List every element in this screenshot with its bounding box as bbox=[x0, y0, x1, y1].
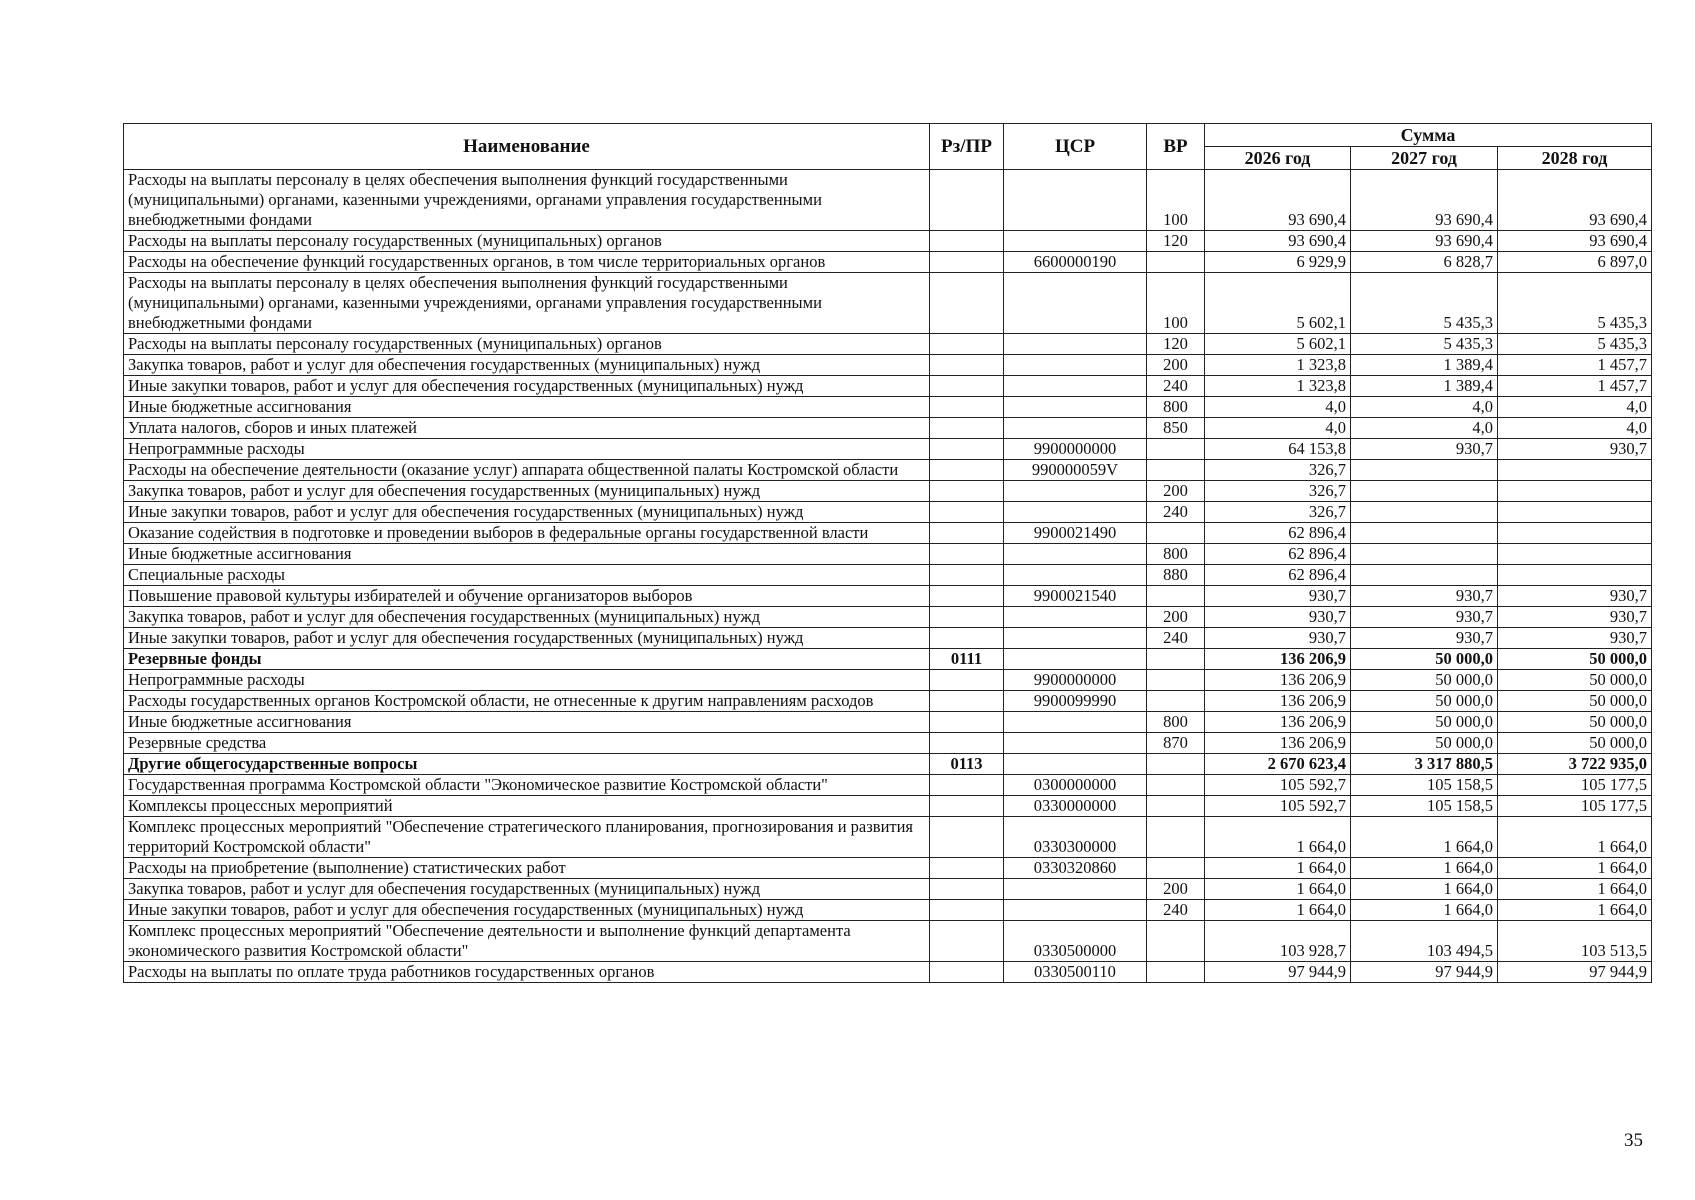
table-row bbox=[124, 775, 1652, 796]
cell-vr bbox=[1147, 817, 1205, 858]
budget-table bbox=[123, 123, 1652, 983]
cell-vr bbox=[1147, 921, 1205, 962]
cell-2028: 930,7 bbox=[1498, 586, 1652, 607]
cell-2028: 1 664,0 bbox=[1498, 817, 1652, 858]
cell-2026: 105 592,7 bbox=[1205, 775, 1351, 796]
cell-2028: 50 000,0 bbox=[1498, 691, 1652, 712]
cell-rzpr bbox=[930, 962, 1004, 983]
cell-name: Иные закупки товаров, работ и услуг для обеспечения государственных (муниципальных) нужд bbox=[124, 628, 930, 649]
cell-csr: 6600000190 bbox=[1004, 252, 1147, 273]
cell-rzpr bbox=[930, 544, 1004, 565]
cell-csr bbox=[1004, 649, 1147, 670]
cell-vr bbox=[1147, 691, 1205, 712]
cell-2026: 1 664,0 bbox=[1205, 817, 1351, 858]
cell-rzpr bbox=[930, 628, 1004, 649]
cell-2028 bbox=[1498, 481, 1652, 502]
cell-2027: 930,7 bbox=[1351, 439, 1498, 460]
cell-vr bbox=[1147, 858, 1205, 879]
cell-2028 bbox=[1498, 502, 1652, 523]
cell-2026: 136 206,9 bbox=[1205, 691, 1351, 712]
cell-2027: 93 690,4 bbox=[1351, 170, 1498, 231]
cell-2028: 93 690,4 bbox=[1498, 170, 1652, 231]
cell-vr: 120 bbox=[1147, 231, 1205, 252]
cell-vr bbox=[1147, 962, 1205, 983]
cell-name: Закупка товаров, работ и услуг для обеспечения государственных (муниципальных) нужд bbox=[124, 481, 930, 502]
cell-rzpr: 0113 bbox=[930, 754, 1004, 775]
cell-vr: 800 bbox=[1147, 397, 1205, 418]
header-rzpr: Рз/ПР bbox=[930, 124, 1004, 170]
cell-name: Расходы на обеспечение деятельности (оказание услуг) аппарата общественной палаты Костромской области bbox=[124, 460, 930, 481]
cell-csr bbox=[1004, 628, 1147, 649]
cell-2026: 103 928,7 bbox=[1205, 921, 1351, 962]
table-row bbox=[124, 754, 1652, 775]
cell-name: Иные закупки товаров, работ и услуг для обеспечения государственных (муниципальных) нужд bbox=[124, 502, 930, 523]
cell-2026: 4,0 bbox=[1205, 418, 1351, 439]
cell-name: Расходы на выплаты персоналу в целях обеспечения выполнения функций государственными (муниципальными) органами, казенными учреждениями, органами управления государственными внебюджетными фондами bbox=[124, 273, 930, 334]
cell-2028: 5 435,3 bbox=[1498, 273, 1652, 334]
cell-csr: 9900021490 bbox=[1004, 523, 1147, 544]
cell-2026: 1 664,0 bbox=[1205, 858, 1351, 879]
cell-vr bbox=[1147, 439, 1205, 460]
cell-vr bbox=[1147, 523, 1205, 544]
cell-2026: 930,7 bbox=[1205, 586, 1351, 607]
cell-rzpr bbox=[930, 775, 1004, 796]
cell-csr: 0330500110 bbox=[1004, 962, 1147, 983]
cell-csr bbox=[1004, 733, 1147, 754]
cell-2028 bbox=[1498, 460, 1652, 481]
cell-2027: 3 317 880,5 bbox=[1351, 754, 1498, 775]
cell-2026: 136 206,9 bbox=[1205, 733, 1351, 754]
cell-name: Комплексы процессных мероприятий bbox=[124, 796, 930, 817]
cell-name: Иные закупки товаров, работ и услуг для обеспечения государственных (муниципальных) нужд bbox=[124, 900, 930, 921]
cell-csr bbox=[1004, 481, 1147, 502]
cell-vr bbox=[1147, 775, 1205, 796]
table-row bbox=[124, 502, 1652, 523]
table-row bbox=[124, 796, 1652, 817]
cell-rzpr bbox=[930, 273, 1004, 334]
cell-2026: 1 323,8 bbox=[1205, 355, 1351, 376]
cell-vr: 850 bbox=[1147, 418, 1205, 439]
cell-2028 bbox=[1498, 544, 1652, 565]
cell-2028: 50 000,0 bbox=[1498, 649, 1652, 670]
cell-name: Уплата налогов, сборов и иных платежей bbox=[124, 418, 930, 439]
cell-2027: 1 664,0 bbox=[1351, 879, 1498, 900]
cell-2028: 1 664,0 bbox=[1498, 900, 1652, 921]
cell-rzpr bbox=[930, 481, 1004, 502]
cell-rzpr bbox=[930, 921, 1004, 962]
table-row bbox=[124, 376, 1652, 397]
cell-2026: 930,7 bbox=[1205, 607, 1351, 628]
cell-csr: 0330500000 bbox=[1004, 921, 1147, 962]
table-row bbox=[124, 397, 1652, 418]
cell-csr bbox=[1004, 754, 1147, 775]
cell-csr bbox=[1004, 607, 1147, 628]
table-row bbox=[124, 481, 1652, 502]
cell-vr: 240 bbox=[1147, 502, 1205, 523]
cell-csr: 0330000000 bbox=[1004, 796, 1147, 817]
cell-rzpr bbox=[930, 733, 1004, 754]
cell-2028: 50 000,0 bbox=[1498, 712, 1652, 733]
table-row bbox=[124, 252, 1652, 273]
table-row bbox=[124, 170, 1652, 231]
cell-vr bbox=[1147, 796, 1205, 817]
cell-2027: 50 000,0 bbox=[1351, 670, 1498, 691]
cell-2027: 50 000,0 bbox=[1351, 733, 1498, 754]
cell-name: Резервные средства bbox=[124, 733, 930, 754]
cell-2028: 97 944,9 bbox=[1498, 962, 1652, 983]
header-vr: ВР bbox=[1147, 124, 1205, 170]
cell-vr bbox=[1147, 670, 1205, 691]
cell-2028: 103 513,5 bbox=[1498, 921, 1652, 962]
cell-rzpr bbox=[930, 900, 1004, 921]
cell-rzpr bbox=[930, 439, 1004, 460]
cell-2028: 6 897,0 bbox=[1498, 252, 1652, 273]
cell-name: Комплекс процессных мероприятий "Обеспечение стратегического планирования, прогнозирования и развития территорий Костромской области" bbox=[124, 817, 930, 858]
table-row bbox=[124, 858, 1652, 879]
table-row bbox=[124, 962, 1652, 983]
cell-name: Расходы на выплаты персоналу в целях обеспечения выполнения функций государственными (муниципальными) органами, казенными учреждениями, органами управления государственными внебюджетными фондами bbox=[124, 170, 930, 231]
cell-vr: 800 bbox=[1147, 544, 1205, 565]
cell-2026: 64 153,8 bbox=[1205, 439, 1351, 460]
header-csr: ЦСР bbox=[1004, 124, 1147, 170]
cell-name: Закупка товаров, работ и услуг для обеспечения государственных (муниципальных) нужд bbox=[124, 879, 930, 900]
cell-2026: 1 323,8 bbox=[1205, 376, 1351, 397]
cell-name: Оказание содействия в подготовке и проведении выборов в федеральные органы государственной власти bbox=[124, 523, 930, 544]
cell-rzpr bbox=[930, 712, 1004, 733]
cell-csr bbox=[1004, 900, 1147, 921]
cell-2027: 1 389,4 bbox=[1351, 376, 1498, 397]
table-row bbox=[124, 439, 1652, 460]
header-name: Наименование bbox=[124, 124, 930, 170]
cell-2028: 93 690,4 bbox=[1498, 231, 1652, 252]
cell-rzpr bbox=[930, 858, 1004, 879]
cell-name: Расходы на обеспечение функций государственных органов, в том числе территориальных органов bbox=[124, 252, 930, 273]
cell-name: Иные бюджетные ассигнования bbox=[124, 712, 930, 733]
cell-csr bbox=[1004, 712, 1147, 733]
cell-rzpr bbox=[930, 691, 1004, 712]
cell-2028: 1 664,0 bbox=[1498, 858, 1652, 879]
cell-vr: 880 bbox=[1147, 565, 1205, 586]
cell-rzpr bbox=[930, 586, 1004, 607]
cell-2028 bbox=[1498, 523, 1652, 544]
cell-2026: 62 896,4 bbox=[1205, 565, 1351, 586]
cell-2027: 105 158,5 bbox=[1351, 775, 1498, 796]
table-row bbox=[124, 670, 1652, 691]
cell-name: Расходы на приобретение (выполнение) статистических работ bbox=[124, 858, 930, 879]
cell-vr: 240 bbox=[1147, 900, 1205, 921]
table-row bbox=[124, 879, 1652, 900]
cell-2026: 326,7 bbox=[1205, 481, 1351, 502]
cell-2027: 103 494,5 bbox=[1351, 921, 1498, 962]
cell-rzpr bbox=[930, 670, 1004, 691]
cell-name: Другие общегосударственные вопросы bbox=[124, 754, 930, 775]
cell-2027: 50 000,0 bbox=[1351, 712, 1498, 733]
cell-2027: 1 389,4 bbox=[1351, 355, 1498, 376]
cell-rzpr bbox=[930, 565, 1004, 586]
cell-vr: 200 bbox=[1147, 481, 1205, 502]
cell-vr: 200 bbox=[1147, 355, 1205, 376]
cell-2027 bbox=[1351, 481, 1498, 502]
cell-2027: 93 690,4 bbox=[1351, 231, 1498, 252]
cell-2026: 5 602,1 bbox=[1205, 273, 1351, 334]
table-body bbox=[124, 170, 1652, 983]
cell-2027: 1 664,0 bbox=[1351, 817, 1498, 858]
table-row bbox=[124, 334, 1652, 355]
cell-2026: 62 896,4 bbox=[1205, 523, 1351, 544]
cell-vr: 240 bbox=[1147, 376, 1205, 397]
cell-vr: 120 bbox=[1147, 334, 1205, 355]
cell-2028: 105 177,5 bbox=[1498, 775, 1652, 796]
table-row bbox=[124, 628, 1652, 649]
cell-2027: 1 664,0 bbox=[1351, 900, 1498, 921]
cell-csr bbox=[1004, 334, 1147, 355]
cell-2027: 5 435,3 bbox=[1351, 273, 1498, 334]
cell-rzpr bbox=[930, 817, 1004, 858]
cell-2026: 105 592,7 bbox=[1205, 796, 1351, 817]
cell-csr: 0300000000 bbox=[1004, 775, 1147, 796]
cell-csr: 0330320860 bbox=[1004, 858, 1147, 879]
cell-2027: 4,0 bbox=[1351, 418, 1498, 439]
cell-2027 bbox=[1351, 523, 1498, 544]
cell-rzpr bbox=[930, 355, 1004, 376]
cell-2028: 930,7 bbox=[1498, 607, 1652, 628]
cell-2028: 930,7 bbox=[1498, 628, 1652, 649]
cell-csr bbox=[1004, 376, 1147, 397]
header-year-2028: 2028 год bbox=[1498, 147, 1652, 170]
cell-name: Иные бюджетные ассигнования bbox=[124, 397, 930, 418]
cell-2028: 1 457,7 bbox=[1498, 376, 1652, 397]
cell-2026: 136 206,9 bbox=[1205, 670, 1351, 691]
cell-2026: 62 896,4 bbox=[1205, 544, 1351, 565]
cell-rzpr bbox=[930, 376, 1004, 397]
cell-rzpr bbox=[930, 231, 1004, 252]
cell-name: Расходы на выплаты персоналу государственных (муниципальных) органов bbox=[124, 334, 930, 355]
table-row bbox=[124, 544, 1652, 565]
cell-csr: 990000059V bbox=[1004, 460, 1147, 481]
cell-csr bbox=[1004, 565, 1147, 586]
cell-2028: 1 457,7 bbox=[1498, 355, 1652, 376]
cell-vr bbox=[1147, 460, 1205, 481]
header-sum: Сумма bbox=[1205, 124, 1652, 147]
table-row bbox=[124, 712, 1652, 733]
cell-rzpr bbox=[930, 607, 1004, 628]
cell-csr: 9900000000 bbox=[1004, 439, 1147, 460]
cell-2028: 5 435,3 bbox=[1498, 334, 1652, 355]
cell-2028: 50 000,0 bbox=[1498, 670, 1652, 691]
cell-vr bbox=[1147, 649, 1205, 670]
table-header bbox=[124, 124, 1652, 170]
cell-2026: 2 670 623,4 bbox=[1205, 754, 1351, 775]
cell-rzpr bbox=[930, 397, 1004, 418]
cell-vr bbox=[1147, 754, 1205, 775]
cell-name: Расходы государственных органов Костромской области, не отнесенные к другим направлениям расходов bbox=[124, 691, 930, 712]
cell-rzpr bbox=[930, 252, 1004, 273]
cell-name: Непрограммные расходы bbox=[124, 670, 930, 691]
cell-2028: 1 664,0 bbox=[1498, 879, 1652, 900]
cell-csr: 9900021540 bbox=[1004, 586, 1147, 607]
cell-name: Резервные фонды bbox=[124, 649, 930, 670]
table-row bbox=[124, 355, 1652, 376]
cell-2027: 97 944,9 bbox=[1351, 962, 1498, 983]
cell-vr: 800 bbox=[1147, 712, 1205, 733]
table-row bbox=[124, 607, 1652, 628]
cell-csr bbox=[1004, 273, 1147, 334]
cell-csr: 9900000000 bbox=[1004, 670, 1147, 691]
table-row bbox=[124, 231, 1652, 252]
cell-vr: 200 bbox=[1147, 879, 1205, 900]
cell-csr bbox=[1004, 502, 1147, 523]
cell-2027: 5 435,3 bbox=[1351, 334, 1498, 355]
cell-vr: 870 bbox=[1147, 733, 1205, 754]
table-row bbox=[124, 273, 1652, 334]
cell-csr bbox=[1004, 231, 1147, 252]
cell-rzpr bbox=[930, 879, 1004, 900]
cell-2026: 93 690,4 bbox=[1205, 231, 1351, 252]
table-row bbox=[124, 586, 1652, 607]
table-row bbox=[124, 418, 1652, 439]
cell-rzpr bbox=[930, 170, 1004, 231]
table-row bbox=[124, 523, 1652, 544]
cell-2028: 105 177,5 bbox=[1498, 796, 1652, 817]
cell-2026: 136 206,9 bbox=[1205, 649, 1351, 670]
cell-2028: 4,0 bbox=[1498, 397, 1652, 418]
cell-2027: 6 828,7 bbox=[1351, 252, 1498, 273]
cell-2026: 5 602,1 bbox=[1205, 334, 1351, 355]
cell-2026: 326,7 bbox=[1205, 460, 1351, 481]
cell-vr: 100 bbox=[1147, 273, 1205, 334]
table-row bbox=[124, 817, 1652, 858]
cell-rzpr bbox=[930, 334, 1004, 355]
cell-name: Непрограммные расходы bbox=[124, 439, 930, 460]
cell-vr: 240 bbox=[1147, 628, 1205, 649]
cell-csr bbox=[1004, 397, 1147, 418]
cell-2026: 97 944,9 bbox=[1205, 962, 1351, 983]
cell-name: Комплекс процессных мероприятий "Обеспечение деятельности и выполнение функций департамента экономического развития Костромской области" bbox=[124, 921, 930, 962]
cell-vr: 200 bbox=[1147, 607, 1205, 628]
cell-2028 bbox=[1498, 565, 1652, 586]
cell-name: Закупка товаров, работ и услуг для обеспечения государственных (муниципальных) нужд bbox=[124, 355, 930, 376]
cell-2028: 50 000,0 bbox=[1498, 733, 1652, 754]
cell-2027: 930,7 bbox=[1351, 586, 1498, 607]
cell-rzpr bbox=[930, 418, 1004, 439]
cell-2027 bbox=[1351, 502, 1498, 523]
cell-2026: 136 206,9 bbox=[1205, 712, 1351, 733]
cell-2027 bbox=[1351, 565, 1498, 586]
cell-2027: 930,7 bbox=[1351, 628, 1498, 649]
cell-2026: 326,7 bbox=[1205, 502, 1351, 523]
header-year-2026: 2026 год bbox=[1205, 147, 1351, 170]
cell-2028: 930,7 bbox=[1498, 439, 1652, 460]
cell-csr bbox=[1004, 170, 1147, 231]
cell-rzpr bbox=[930, 460, 1004, 481]
cell-name: Иные закупки товаров, работ и услуг для обеспечения государственных (муниципальных) нужд bbox=[124, 376, 930, 397]
cell-2027 bbox=[1351, 460, 1498, 481]
cell-csr bbox=[1004, 879, 1147, 900]
cell-2026: 930,7 bbox=[1205, 628, 1351, 649]
table-row bbox=[124, 460, 1652, 481]
table-row bbox=[124, 900, 1652, 921]
cell-vr bbox=[1147, 252, 1205, 273]
cell-2027: 50 000,0 bbox=[1351, 649, 1498, 670]
cell-csr bbox=[1004, 544, 1147, 565]
cell-name: Расходы на выплаты по оплате труда работников государственных органов bbox=[124, 962, 930, 983]
table-row bbox=[124, 691, 1652, 712]
cell-2026: 1 664,0 bbox=[1205, 900, 1351, 921]
cell-name: Закупка товаров, работ и услуг для обеспечения государственных (муниципальных) нужд bbox=[124, 607, 930, 628]
cell-2027: 4,0 bbox=[1351, 397, 1498, 418]
cell-name: Государственная программа Костромской области "Экономическое развитие Костромской области" bbox=[124, 775, 930, 796]
cell-2027 bbox=[1351, 544, 1498, 565]
table-row bbox=[124, 649, 1652, 670]
cell-2027: 1 664,0 bbox=[1351, 858, 1498, 879]
cell-name: Специальные расходы bbox=[124, 565, 930, 586]
cell-name: Расходы на выплаты персоналу государственных (муниципальных) органов bbox=[124, 231, 930, 252]
table-row bbox=[124, 565, 1652, 586]
cell-2026: 93 690,4 bbox=[1205, 170, 1351, 231]
cell-csr: 0330300000 bbox=[1004, 817, 1147, 858]
table-row bbox=[124, 921, 1652, 962]
cell-vr: 100 bbox=[1147, 170, 1205, 231]
header-year-2027: 2027 год bbox=[1351, 147, 1498, 170]
cell-2026: 4,0 bbox=[1205, 397, 1351, 418]
cell-rzpr bbox=[930, 502, 1004, 523]
cell-rzpr bbox=[930, 796, 1004, 817]
cell-2027: 930,7 bbox=[1351, 607, 1498, 628]
cell-rzpr: 0111 bbox=[930, 649, 1004, 670]
cell-name: Иные бюджетные ассигнования bbox=[124, 544, 930, 565]
cell-csr bbox=[1004, 418, 1147, 439]
cell-2026: 6 929,9 bbox=[1205, 252, 1351, 273]
page-number: 35 bbox=[1624, 1130, 1643, 1151]
table-row bbox=[124, 733, 1652, 754]
cell-name: Повышение правовой культуры избирателей и обучение организаторов выборов bbox=[124, 586, 930, 607]
cell-2027: 105 158,5 bbox=[1351, 796, 1498, 817]
cell-csr bbox=[1004, 355, 1147, 376]
cell-2028: 4,0 bbox=[1498, 418, 1652, 439]
cell-2027: 50 000,0 bbox=[1351, 691, 1498, 712]
cell-vr bbox=[1147, 586, 1205, 607]
cell-2026: 1 664,0 bbox=[1205, 879, 1351, 900]
cell-rzpr bbox=[930, 523, 1004, 544]
cell-csr: 9900099990 bbox=[1004, 691, 1147, 712]
cell-2028: 3 722 935,0 bbox=[1498, 754, 1652, 775]
